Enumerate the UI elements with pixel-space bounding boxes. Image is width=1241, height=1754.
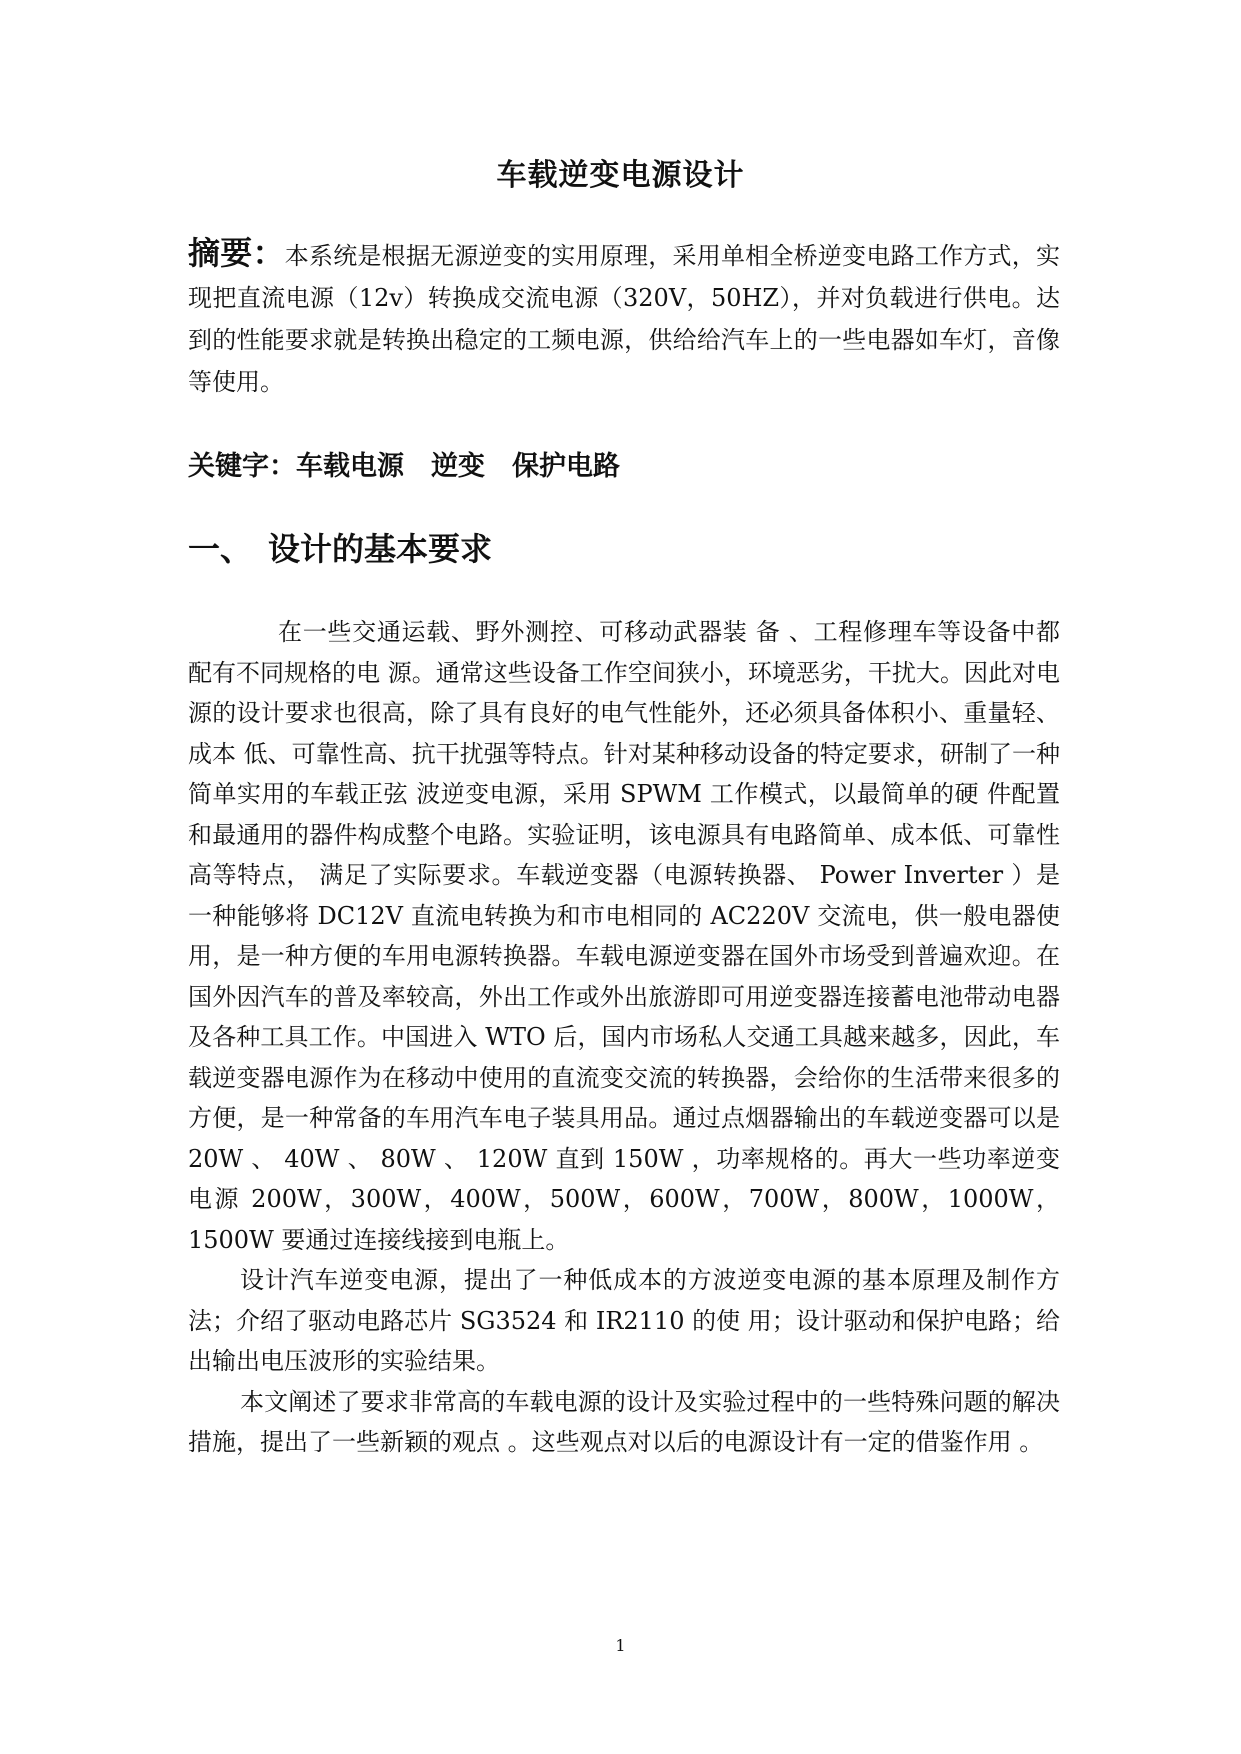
section-heading: 一、 设计的基本要求 <box>188 530 493 568</box>
body-paragraph: 设计汽车逆变电源，提出了一种低成本的方波逆变电源的基本原理及制作方法；介绍了驱动电路芯片 SG3524 和 IR2110 的使 用；设计驱动和保护电路；给出输出电压波形的实验结果。 <box>188 1266 1060 1375</box>
abstract-label: 摘要： <box>188 234 285 272</box>
document-title: 车载逆变电源设计 <box>496 158 745 193</box>
abstract-text: 本系统是根据无源逆变的实用原理，采用单相全桥逆变电路工作方式，实现把直流电源（12v）转换成交流电源（320V，50HZ），并对负载进行供电。达到的性能要求就是转换出稳定的工频电源，供给给汽车上的一些电器如车灯，音像等使用。 <box>188 242 1060 396</box>
page-number: 1 <box>615 1636 626 1655</box>
body-text <box>188 612 1060 1463</box>
body-paragraph: 本文阐述了要求非常高的车载电源的设计及实验过程中的一些特殊问题的解决措施，提出了一些新颖的观点 。这些观点对以后的电源设计有一定的借鉴作用 。 <box>188 1387 1060 1456</box>
abstract <box>188 232 1060 403</box>
keywords-line: 关键字：车载电源 逆变 保护电路 <box>188 451 620 482</box>
body-paragraph: 在一些交通运载、野外测控、可移动武器装 备 、工程修理车等设备中都配有不同规格的电 源。通常这些设备工作空间狭小，环境恶劣，干扰大。因此对电源的设计要求也很高，除了具有良好的电气性能外，还必须具备体积小、重量轻、成本 低、可靠性高、抗干扰强等特点。针对某种移动设备的特定要求，研制了一种简单实用的车载正弦 波逆变电源，采用 SPWM 工作模式，以最简单的硬 件配置和最通用的器件构成整个电路。实验证明，该电源具有电路简单、成本低、可靠性高等特点， 满足了实际要求。车载逆变器（电源转换器、 Power Inverter ）是一种能够将 DC12V 直流电转换为和市电相同的 AC220V 交流电，供一般电器使用，是一种方便的车用电源转换器。车载电源逆变器在国外市场受到普遍欢迎。在国外因汽车的普及率较高，外出工作或外出旅游即可用逆变器连接蓄电池带动电器及各种工具工作。中国进入 WTO 后，国内市场私人交通工具越来越多，因此，车载逆变器电源作为在移动中使用的直流变交流的转换器，会给你的生活带来很多的方便，是一种常备的车用汽车电子装具用品。通过点烟器输出的车载逆变器可以是 20W 、 40W 、 80W 、 120W 直到 150W ，功率规格的。再大一些功率逆变电源 200W，300W，400W，500W，600W，700W，800W，1000W，1500W 要通过连接线接到电瓶上。 <box>188 618 1060 1254</box>
